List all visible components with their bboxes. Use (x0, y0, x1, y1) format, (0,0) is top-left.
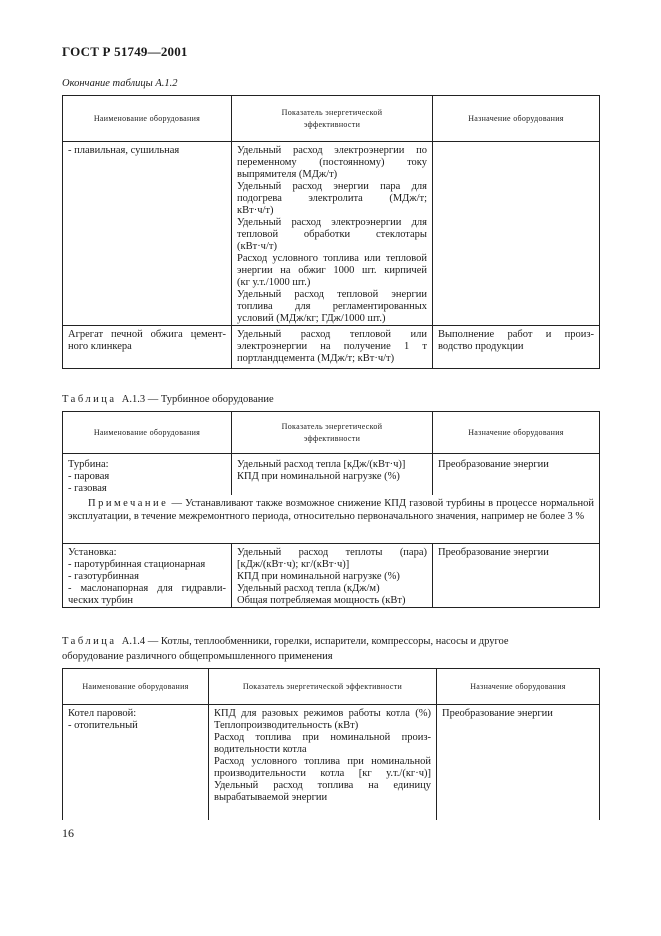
column-header-indicator: Показатель энергетической эффективности (232, 96, 433, 142)
column-header-name: Наименование оборудования (63, 669, 209, 705)
row-purpose: Преобразование энергии (437, 705, 600, 820)
row-indicators: КПД для разовых режимов работы котла (%) Теплопроизводительность (кВт) Расход топлива при номинальной произ- водительности котла Расход условного топлива при номинальной производительности котла [кг у.т./(кг·ч)] Удельный расход топлива на единицу вырабатываемой энергии (209, 705, 437, 820)
table-continuation-caption: Окончание таблицы А.1.2 (62, 78, 178, 89)
row-indicators: Удельный расход тепловой или электроэнергии на получение 1 т портландцемента (МДж/т; кВт·ч/т) (232, 326, 433, 369)
column-header-name: Наименование оборудования (63, 96, 232, 142)
row-name: Котел паровой: - отопительный (63, 705, 209, 820)
column-header-indicator: Показатель энергетической эффективности (209, 669, 437, 705)
row-purpose: Выполнение работ и произ- водство продукции (433, 326, 600, 369)
table-a13 (62, 411, 600, 608)
column-header-name: Наименование оборудования (63, 412, 232, 454)
column-header-indicator: Показатель энергетической эффективности (232, 412, 433, 454)
column-header-purpose: Назначение оборудования (433, 96, 600, 142)
table-row (63, 142, 600, 326)
table-row (63, 326, 600, 369)
row-name: Установка: - паротурбинная стационарная - газотурбинная - маслонапорная для гидравли- ческих турбин (63, 543, 232, 607)
table-row (63, 705, 600, 820)
table-a12 (62, 95, 600, 369)
column-header-purpose: Назначение оборудования (433, 412, 600, 454)
page-number: 16 (62, 826, 74, 840)
row-name: Турбина: - паровая - газовая (63, 454, 232, 496)
table-row (63, 543, 600, 607)
row-indicators: Удельный расход теплоты (пара) [кДж/(кВт·ч); кг/(кВт·ч)] КПД при номинальной нагрузке (%) Удельный расход тепла (кДж/м) Общая потребляемая мощность (кВт) (232, 543, 433, 607)
row-purpose: Преобразование энергии (433, 543, 600, 607)
document-code: ГОСТ Р 51749—2001 (62, 44, 188, 59)
table-row (63, 454, 600, 496)
row-name: Агрегат печной обжига цемент- ного клинкера (63, 326, 232, 369)
row-indicators: Удельный расход тепла [кДж/(кВт·ч)] КПД при номинальной нагрузке (%) (232, 454, 433, 496)
row-purpose: Преобразование энергии (433, 454, 600, 496)
table-a14 (62, 668, 600, 820)
table-a13-caption: Таблица А.1.3 — Турбинное оборудование (62, 394, 274, 405)
column-header-purpose: Назначение оборудования (437, 669, 600, 705)
row-purpose (433, 142, 600, 326)
row-name: - плавильная, сушильная (63, 142, 232, 326)
table-note-row (63, 495, 600, 543)
table-note: Примечание — Устанавливают также возможное снижение КПД газовой турбины в процессе нормальной эксплуатации, в течение межремонтного периода, относительно первоначального значения, например не более 3 % (63, 495, 600, 543)
row-indicators: Удельный расход электроэнергии по переменному (постоянному) току выпрямителя (МДж/т) Удельный расход энергии пара для подогрева электролита (МДж/т; кВт·ч/т) Удельный расход электроэнергии для тепловой обработки стеклотары (кВт·ч/т) Расход условного топлива или тепловой энергии на обжиг 1000 шт. кирпичей (кг у.т./1000 шт.) Удельный расход тепловой энергии топлива для регламентированных условий (МДж/кг; ГДж/1000 шт.) (232, 142, 433, 326)
table-a14-caption: Таблица А.1.4 — Котлы, теплообменники, горелки, испарители, компрессоры, насосы и другое оборудование различного общепромышленного применения (62, 636, 509, 662)
